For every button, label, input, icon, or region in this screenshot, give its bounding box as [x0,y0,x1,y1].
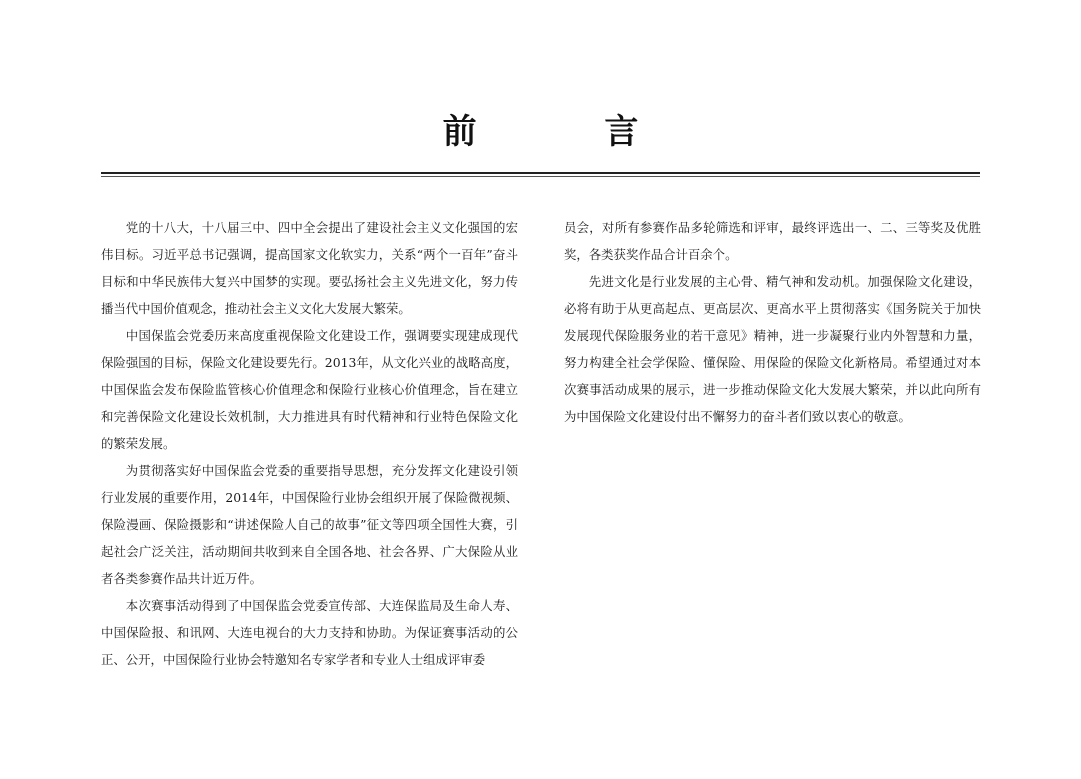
paragraph: 党的十八大，十八届三中、四中全会提出了建设社会主义文化强国的宏伟目标。习近平总书记强调，提高国家文化软实力，关系“两个一百年”奋斗目标和中华民族伟大复兴中国梦的实现。要弘扬社会主义先进文化，努力传播当代中国价值观念，推动社会主义文化大发展大繁荣。 [101,220,518,316]
title-rule-thick [101,172,980,174]
paragraph: 本次赛事活动得到了中国保监会党委宣传部、大连保监局及生命人寿、中国保险报、和讯网、大连电视台的大力支持和协助。为保证赛事活动的公正、公开，中国保险行业协会特邀知名专家学者和专业人士组成评审委 [101,598,518,667]
paragraph-continued: 员会，对所有参赛作品多轮筛选和评审，最终评选出一、二、三等奖及优胜奖，各类获奖作品合计百余个。 [564,220,981,262]
paragraph: 中国保监会党委历来高度重视保险文化建设工作，强调要实现建成现代保险强国的目标，保险文化建设要先行。2013年，从文化兴业的战略高度，中国保监会发布保险监管核心价值理念和保险行业核心价值理念，旨在建立和完善保险文化建设长效机制，大力推进具有时代精神和行业特色保险文化的繁荣发展。 [101,328,518,451]
right-column [564,214,981,430]
paragraph: 为贯彻落实好中国保监会党委的重要指导思想，充分发挥文化建设引领行业发展的重要作用，2014年，中国保险行业协会组织开展了保险微视频、保险漫画、保险摄影和“讲述保险人自己的故事”征文等四项全国性大赛，引起社会广泛关注，活动期间共收到来自全国各地、社会各界、广大保险从业者各类参赛作品共计近万件。 [101,463,518,586]
page-title: 前 言 [442,112,697,152]
title-rule-thin [101,176,980,177]
paragraph: 先进文化是行业发展的主心骨、精气神和发动机。加强保险文化建设，必将有助于从更高起点、更高层次、更高水平上贯彻落实《国务院关于加快发展现代保险服务业的若干意见》精神，进一步凝聚行业内外智慧和力量，努力构建全社会学保险、懂保险、用保险的保险文化新格局。希望通过对本次赛事活动成果的展示，进一步推动保险文化大发展大繁荣，并以此向所有为中国保险文化建设付出不懈努力的奋斗者们致以衷心的敬意。 [564,274,981,424]
left-column [101,214,518,673]
